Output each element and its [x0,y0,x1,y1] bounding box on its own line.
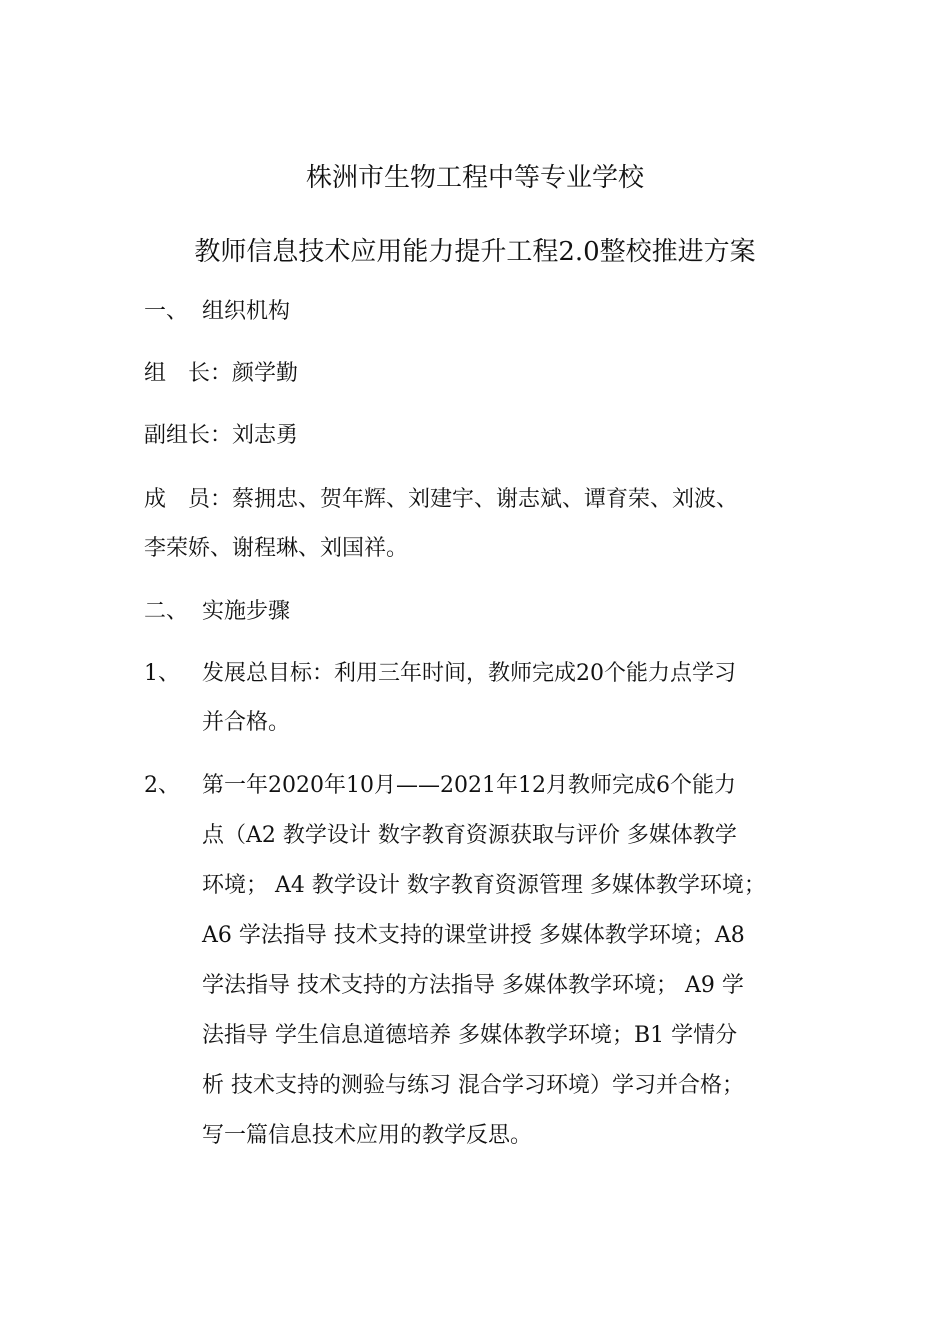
members-line-1: 成 员：蔡拥忠、贺年辉、刘建宇、谢志斌、谭育荣、刘波、 [144,487,739,512]
section-title: 实施步骤 [202,599,291,624]
step-2-line-8: 写一篇信息技术应用的教学反思。 [202,1123,533,1148]
step-text: 第一年2020年10月——2021年12月教师完成6个能力 [202,773,736,798]
step-2-line-4: A6 学法指导 技术支持的课堂讲授 多媒体教学环境；A8 [202,923,745,948]
step-2-line-3: 环境； A4 教学设计 数字教育资源管理 多媒体教学环境； [202,873,766,898]
vice-leader-line: 副组长：刘志勇 [144,423,299,448]
step-2-line-2: 点（A2 教学设计 数字教育资源获取与评价 多媒体教学 [202,823,737,848]
members-line-2: 李荣娇、谢程琳、刘国祥。 [144,536,409,561]
section-number: 二、 [144,599,189,624]
document-title-school: 株洲市生物工程中等专业学校 [305,163,644,193]
step-2-line-6: 法指导 学生信息道德培养 多媒体教学环境；B1 学情分 [202,1023,738,1048]
step-2-line-5: 学法指导 技术支持的方法指导 多媒体教学环境； A9 学 [202,973,744,998]
step-1-line-2: 并合格。 [202,710,291,735]
section-number: 一、 [144,299,189,324]
section-title: 组织机构 [202,299,291,324]
document-title-plan: 教师信息技术应用能力提升工程2.0整校推进方案 [194,237,756,267]
leader-line: 组 长：颜学勤 [144,361,299,386]
step-text: 发展总目标：利用三年时间，教师完成20个能力点学习 [202,661,736,686]
step-number: 2、 [144,773,180,798]
step-2-line-7: 析 技术支持的测验与练习 混合学习环境）学习并合格； [202,1073,744,1098]
step-number: 1、 [144,661,180,686]
